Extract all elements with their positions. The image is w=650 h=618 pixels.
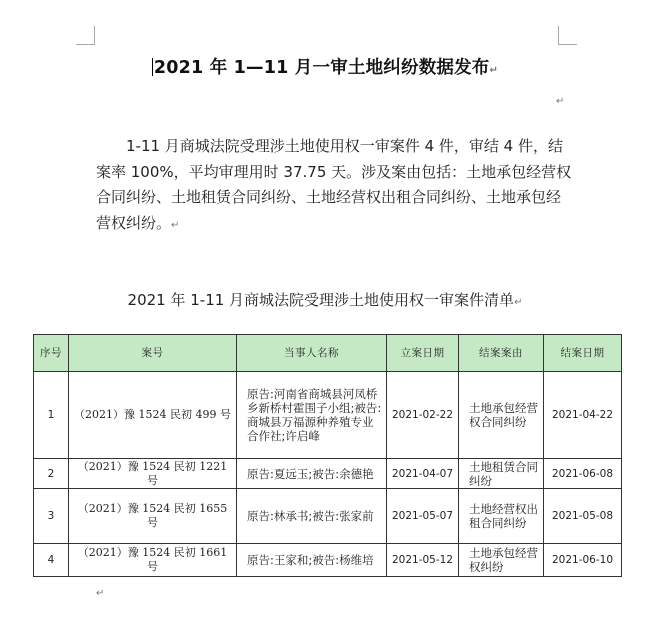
table-row — [34, 544, 622, 577]
table-row — [34, 372, 622, 459]
header-parties[interactable]: 当事人名称 — [237, 335, 387, 372]
paragraph-mark: ↵ — [489, 65, 499, 76]
cell-case-number[interactable]: （2021）豫 1524 民初 1655 号 — [69, 489, 237, 544]
title-text: 2021 年 1—11 月一审土地纠纷数据发布 — [153, 58, 490, 78]
cell-seq[interactable]: 2 — [34, 459, 69, 489]
table-title-text: 2021 年 1-11 月商城法院受理涉土地使用权一审案件清单 — [127, 291, 515, 309]
cell-closing-date[interactable]: 2021-05-08 — [544, 489, 622, 544]
paragraph-mark: ↵ — [514, 297, 523, 308]
cell-cause[interactable]: 土地承包经营权纠纷 — [459, 544, 544, 577]
page-corner-mark-left — [76, 26, 95, 45]
header-closing-date[interactable]: 结案日期 — [544, 335, 622, 372]
case-table — [33, 334, 622, 577]
cell-cause[interactable]: 土地经营权出租合同纠纷 — [459, 489, 544, 544]
paragraph-text: 1-11 月商城法院受理涉土地使用权一审案件 4 件，审结 4 件，结案率 100%，平均审理用时 37.75 天。涉及案由包括：土地承包经营权合同纠纷、土地租赁合同纠纷、土地经营权出租合同纠纷、土地承包经营权纠纷。 — [96, 137, 572, 232]
header-cause[interactable]: 结案案由 — [459, 335, 544, 372]
table-row — [34, 489, 622, 544]
cell-seq[interactable]: 3 — [34, 489, 69, 544]
paragraph-mark: ↵ — [171, 219, 180, 231]
cell-parties[interactable]: 原告:河南省商城县河凤桥乡新桥村霍围子小组;被告:商城县万福源种养殖专业合作社;许启峰 — [237, 372, 387, 459]
table-title[interactable] — [0, 289, 650, 310]
cell-closing-date[interactable]: 2021-06-08 — [544, 459, 622, 489]
cell-filing-date[interactable]: 2021-05-07 — [387, 489, 459, 544]
table-row — [34, 459, 622, 489]
cell-parties[interactable]: 原告:林承书;被告:张家前 — [237, 489, 387, 544]
cell-closing-date[interactable]: 2021-04-22 — [544, 372, 622, 459]
paragraph-mark: ↵ — [556, 96, 565, 107]
text-cursor — [152, 58, 153, 76]
cell-parties[interactable]: 原告:夏远玉;被告:余德艳 — [237, 459, 387, 489]
header-seq[interactable]: 序号 — [34, 335, 69, 372]
cell-case-number[interactable]: （2021）豫 1524 民初 1221 号 — [69, 459, 237, 489]
paragraph-mark: ↵ — [96, 588, 105, 599]
cell-case-number[interactable]: （2021）豫 1524 民初 499 号 — [69, 372, 237, 459]
header-case-number[interactable]: 案号 — [69, 335, 237, 372]
cell-cause[interactable]: 土地租赁合同纠纷 — [459, 459, 544, 489]
cell-seq[interactable]: 1 — [34, 372, 69, 459]
table-header-row — [34, 335, 622, 372]
cell-filing-date[interactable]: 2021-04-07 — [387, 459, 459, 489]
header-filing-date[interactable]: 立案日期 — [387, 335, 459, 372]
document-title[interactable] — [0, 54, 650, 79]
cell-seq[interactable]: 4 — [34, 544, 69, 577]
cell-parties[interactable]: 原告:王家和;被告:杨维培 — [237, 544, 387, 577]
body-paragraph[interactable] — [96, 134, 572, 238]
cell-case-number[interactable]: （2021）豫 1524 民初 1661 号 — [69, 544, 237, 577]
cell-closing-date[interactable]: 2021-06-10 — [544, 544, 622, 577]
cell-filing-date[interactable]: 2021-02-22 — [387, 372, 459, 459]
page-corner-mark-right — [558, 26, 577, 45]
cell-filing-date[interactable]: 2021-05-12 — [387, 544, 459, 577]
cell-cause[interactable]: 土地承包经营权合同纠纷 — [459, 372, 544, 459]
